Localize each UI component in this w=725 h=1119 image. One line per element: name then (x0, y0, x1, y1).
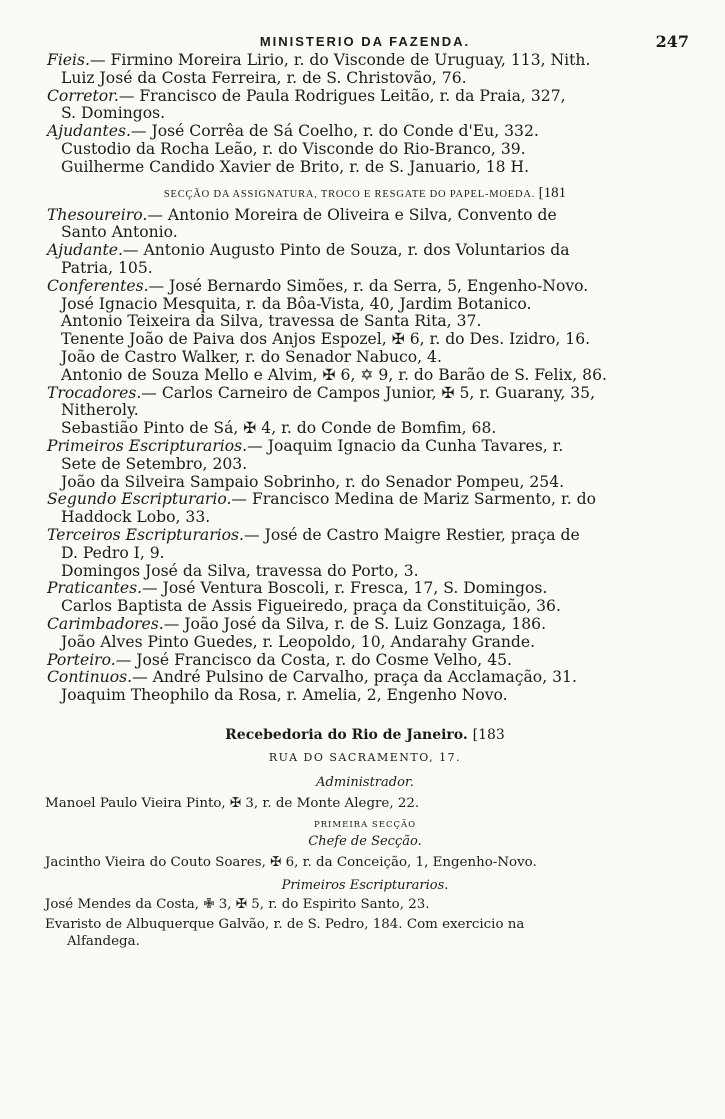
list-item (45, 474, 685, 492)
entry-text: Santo Antonio. (61, 223, 178, 242)
chefe-entry: Jacintho Vieira do Couto Soares, ✠ 6, r. da Conceição, 1, Engenho-Novo. (45, 855, 537, 871)
recebedoria-count: [183 (472, 726, 505, 743)
primeiros-label: Primeiros Escripturarios. (281, 877, 449, 893)
list-item (45, 70, 685, 88)
entry-text: Domingos José da Silva, travessa do Porto, 3. (61, 561, 419, 580)
entry-text: Luiz José da Costa Ferreira, r. de S. Christovão, 76. (61, 68, 467, 87)
list-item (45, 207, 685, 225)
entry-text: — José Corrêa de Sá Coelho, r. do Conde d'Eu, 332. (130, 122, 539, 141)
chefe-label: Chefe de Secção. (308, 834, 422, 850)
entry-text: — Firmino Moreira Lirio, r. do Visconde de Uruguay, 113, Nith. (89, 51, 591, 69)
entry-text: S. Domingos. (61, 104, 166, 123)
list-item (45, 634, 685, 652)
entry-role: Thesoureiro. (47, 205, 148, 224)
entry-text: Tenente João de Paiva dos Anjos Espozel, ✠ 6, r. do Des. Izidro, 16. (61, 330, 591, 349)
entry-text: — Francisco de Paula Rodrigues Leitão, r. da Praia, 327, (118, 86, 566, 105)
entry-text: — José Francisco da Costa, r. do Cosme Velho, 45. (115, 650, 513, 669)
entry-role: Corretor. (47, 86, 119, 105)
entry-text: — Francisco Medina de Mariz Sarmento, r. do (231, 490, 596, 509)
recebedoria-title: Recebedoria do Rio de Janeiro. (225, 726, 468, 743)
list-item (45, 260, 685, 278)
document-page (45, 30, 689, 950)
list-item (45, 545, 685, 563)
list-item (45, 563, 685, 581)
section-entries (45, 207, 685, 705)
list-item (45, 278, 685, 296)
list-item (45, 296, 685, 314)
entry-text: Nitheroly. (61, 401, 139, 420)
entry-text: José Ignacio Mesquita, r. da Bôa-Vista, 40, Jardim Botanico. (61, 294, 532, 313)
entry-text: — José Bernardo Simões, r. da Serra, 5, Engenho-Novo. (148, 276, 589, 295)
entry-text: — João José da Silva, r. de S. Luiz Gonzaga, 186. (163, 614, 547, 633)
primeira-seccao-label: PRIMEIRA SECÇÃO (313, 820, 417, 831)
primeiros-entry-2-cont: Alfandega. (67, 933, 140, 949)
list-item (45, 509, 685, 527)
list-item (45, 242, 685, 260)
entry-text: Sete de Setembro, 203. (61, 454, 248, 473)
list-item (45, 331, 685, 349)
list-item (45, 598, 685, 616)
list-item (45, 616, 685, 634)
list-item (45, 88, 685, 106)
entry-text: Antonio de Souza Mello e Alvim, ✠ 6, ✡ 9, r. do Barão de S. Felix, 86. (61, 365, 607, 384)
entry-text: Antonio Teixeira da Silva, travessa de Santa Rita, 37. (61, 312, 482, 331)
entry-role: Ajudante. (47, 241, 123, 260)
list-item (45, 159, 685, 177)
list-item (45, 52, 685, 70)
list-item (45, 313, 685, 331)
entry-role: Porteiro. (47, 650, 116, 669)
top-entries (45, 52, 685, 177)
entry-text: Guilherme Candido Xavier de Brito, r. de S. Januario, 18 H. (61, 157, 530, 176)
primeiros-entry-1: José Mendes da Costa, ✙ 3, ✠ 5, r. do Espirito Santo, 23. (45, 896, 430, 912)
entry-text: Carlos Baptista de Assis Figueiredo, praça da Constituição, 36. (61, 597, 561, 616)
recebedoria-heading (45, 727, 685, 743)
list-item (45, 527, 685, 545)
entry-text: D. Pedro I, 9. (61, 543, 165, 562)
entry-text: João da Silveira Sampaio Sobrinho, r. do Senador Pompeu, 254. (61, 472, 565, 491)
list-item (45, 652, 685, 670)
list-item (45, 420, 685, 438)
entry-text: — José Ventura Boscoli, r. Fresca, 17, S. Domingos. (142, 579, 548, 598)
list-item (45, 105, 685, 123)
list-item (45, 456, 685, 474)
recebedoria-address: RUA DO SACRAMENTO, 17. (268, 750, 462, 764)
entry-role: Terceiros Escripturarios. (47, 525, 245, 544)
list-item (45, 580, 685, 598)
list-item (45, 224, 685, 242)
entry-role: Primeiros Escripturarios. (47, 436, 248, 455)
administrador-label: Administrador. (316, 774, 414, 790)
list-item (45, 385, 685, 403)
entry-text: — Antonio Augusto Pinto de Souza, r. dos Voluntarios da (122, 241, 570, 260)
page-header (45, 30, 689, 52)
entry-role: Carimbadores. (47, 614, 164, 633)
list-item (45, 367, 685, 385)
running-title: MINISTERIO DA FAZENDA. (259, 34, 471, 49)
entry-text: — André Pulsino de Carvalho, praça da Acclamação, 31. (132, 668, 577, 687)
page-number: 247 (655, 32, 689, 51)
list-item (45, 687, 685, 705)
list-item (45, 669, 685, 687)
list-item (45, 438, 685, 456)
list-item (45, 123, 685, 141)
section-count: [181 (538, 184, 567, 201)
entry-role: Ajudantes. (47, 122, 131, 141)
entry-role: Fieis. (47, 51, 90, 69)
entry-text: João Alves Pinto Guedes, r. Leopoldo, 10, Andarahy Grande. (61, 632, 536, 651)
entry-role: Trocadores. (47, 383, 142, 402)
entry-text: Joaquim Theophilo da Rosa, r. Amelia, 2, Engenho Novo. (61, 686, 508, 705)
list-item (45, 402, 685, 420)
entry-role: Praticantes. (47, 579, 143, 598)
administrador-entry: Manoel Paulo Vieira Pinto, ✠ 3, r. de Monte Alegre, 22. (45, 795, 420, 811)
entry-text: Sebastião Pinto de Sá, ✠ 4, r. do Conde de Bomfim, 68. (61, 419, 497, 438)
primeiros-entry-2: Evaristo de Albuquerque Galvão, r. de S. Pedro, 184. Com exercicio na (45, 917, 525, 933)
entry-text: Custodio da Rocha Leão, r. do Visconde do Rio-Branco, 39. (61, 139, 526, 158)
section-title: SECÇÃO DA ASSIGNATURA, TROCO E RESGATE DO PAPEL-MOEDA. (163, 188, 536, 200)
entry-text: Haddock Lobo, 33. (61, 508, 211, 527)
section-heading (45, 185, 685, 202)
entry-text: — José de Castro Maigre Restier, praça de (244, 525, 580, 544)
entry-text: — Carlos Carneiro de Campos Junior, ✠ 5, r. Guarany, 35, (141, 383, 596, 402)
entry-role: Continuos. (47, 668, 133, 687)
list-item (45, 349, 685, 367)
entry-role: Segundo Escripturario. (47, 490, 232, 509)
entry-text: João de Castro Walker, r. do Senador Nabuco, 4. (61, 347, 442, 366)
entry-role: Conferentes. (47, 276, 149, 295)
entry-text: — Joaquim Ignacio da Cunha Tavares, r. (247, 436, 564, 455)
list-item (45, 141, 685, 159)
entry-text: — Antonio Moreira de Oliveira e Silva, Convento de (147, 205, 557, 224)
list-item (45, 491, 685, 509)
entry-text: Patria, 105. (61, 258, 153, 277)
